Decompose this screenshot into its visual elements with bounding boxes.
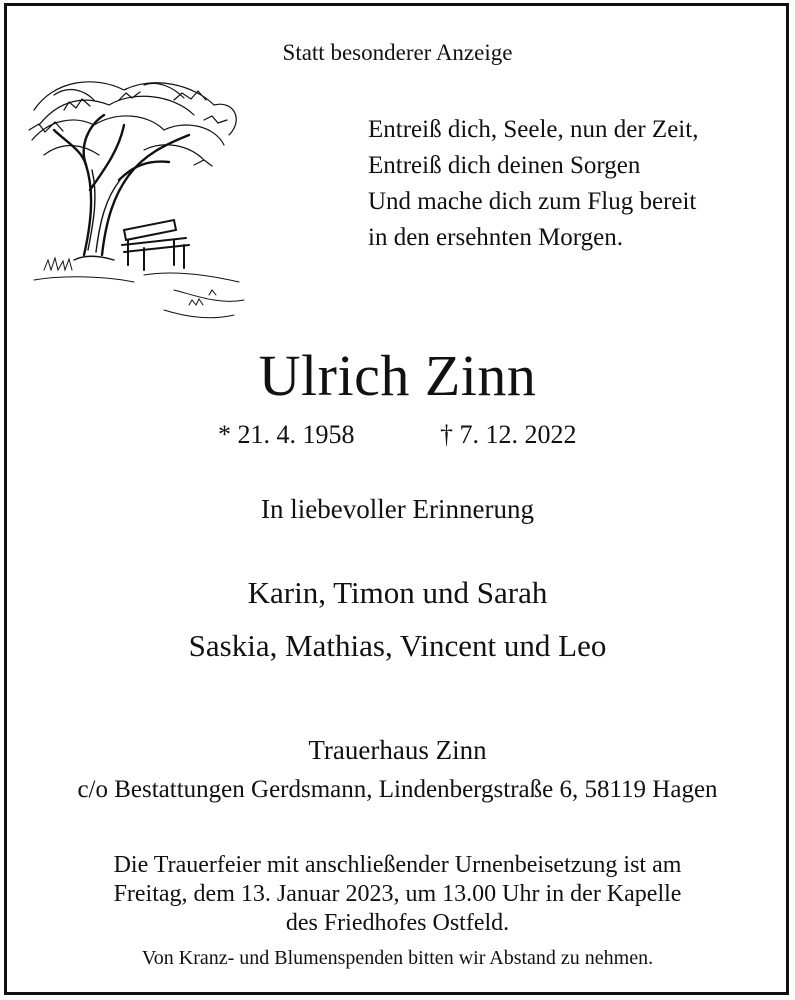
ceremony-line: Freitag, dem 13. Januar 2023, um 13.00 Uhr in der Kapelle (113, 881, 682, 907)
poem (368, 112, 698, 256)
mourning-house-title: Trauerhaus Zinn (308, 735, 487, 765)
ceremony-line: des Friedhofes Ostfeld. (285, 910, 510, 936)
memory-line: In liebevoller Erinnerung (261, 494, 534, 524)
death-date: † 7. 12. 2022 (440, 420, 577, 449)
ceremony-info (0, 851, 795, 938)
family-line: Saskia, Mathias, Vincent und Leo (188, 628, 607, 663)
family-line: Karin, Timon und Sarah (247, 575, 548, 610)
donation-note: Von Kranz- und Blumenspenden bitten wir Abstand zu nehmen. (141, 947, 654, 969)
tree-with-bench-illustration (24, 70, 254, 325)
notice-header: Statt besonderer Anzeige (282, 40, 513, 65)
poem-line: Entreiß dich, Seele, nun der Zeit, (368, 116, 699, 143)
mourning-house-address: c/o Bestattungen Gerdsmann, Lindenbergstraße 6, 58119 Hagen (77, 776, 718, 803)
deceased-name: Ulrich Zinn (258, 343, 537, 408)
poem-line: in den ersehnten Morgen. (368, 224, 624, 251)
ceremony-line: Die Trauerfeier mit anschließender Urnenbeisetzung ist am (113, 852, 682, 878)
poem-line: Entreiß dich deinen Sorgen (368, 152, 641, 179)
birth-date: * 21. 4. 1958 (218, 420, 355, 449)
poem-line: Und mache dich zum Flug bereit (368, 188, 697, 215)
